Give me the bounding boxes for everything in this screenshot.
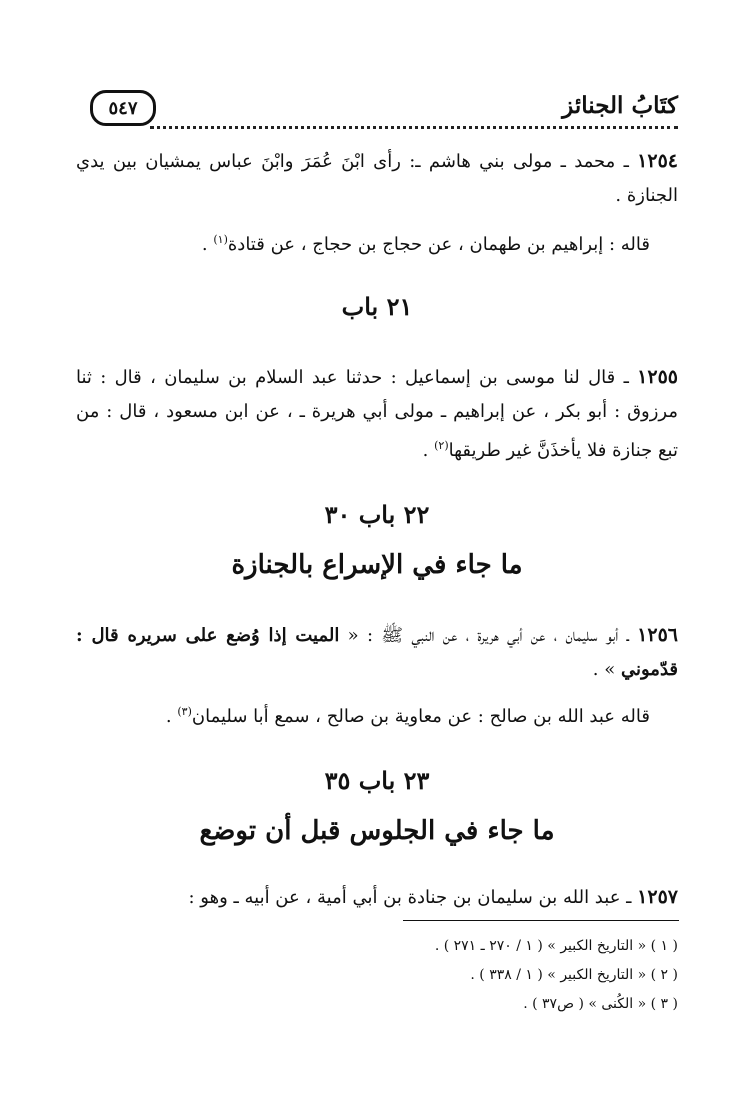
entry-1255 bbox=[76, 360, 678, 468]
entry-number: ١٢٥٧ bbox=[637, 886, 678, 908]
sentence-end: . bbox=[201, 234, 214, 255]
entry-1256 bbox=[76, 618, 678, 734]
entry-1254-text bbox=[76, 144, 678, 213]
entry-1256-text bbox=[76, 618, 678, 687]
page-header bbox=[80, 86, 678, 132]
entry-number: ١٢٥٤ bbox=[637, 150, 678, 172]
entry-1254-attribution bbox=[76, 223, 678, 262]
bab-22-heading: ٢٢ باب ٣٠ bbox=[324, 500, 430, 529]
sentence-end: . bbox=[422, 440, 435, 461]
sentence-end: . bbox=[165, 706, 178, 727]
footnote-separator bbox=[403, 920, 679, 921]
footnote-marker: (١) bbox=[213, 233, 228, 246]
hadith-text: الميت إذا وُضع على سريره قال : قدّموني bbox=[76, 625, 678, 680]
bab-21-heading: ٢١ باب bbox=[341, 292, 413, 321]
footnote-3: ( ٣ ) « الكُنى » ( ص٣٧ ) . bbox=[523, 996, 678, 1012]
footnote-marker: (٣) bbox=[177, 705, 192, 718]
quote-end: » . bbox=[592, 659, 621, 680]
attribution-text: قاله عبد الله بن صالح : عن معاوية بن صالح ، سمع أبا سليمان bbox=[191, 706, 650, 727]
entry-number: ١٢٥٦ bbox=[637, 624, 678, 646]
entry-body: ـ عبد الله بن سليمان بن جنادة بن أبي أمية ، عن أبيه ـ وهو : bbox=[188, 887, 632, 908]
entry-number: ١٢٥٥ bbox=[637, 366, 678, 388]
footnote-1: ( ١ ) « التاريخ الكبير » ( ١ / ٢٧٠ ـ ٢٧١ ) . bbox=[434, 938, 678, 954]
bab-23-title: ما جاء في الجلوس قبل أن توضع bbox=[199, 816, 555, 846]
footnotes bbox=[76, 932, 678, 1019]
entry-body: ـ قال لنا موسى بن إسماعيل : حدثنا عبد السلام بن سليمان ، قال : ثنا مرزوق : أبو بكر ، عن إبراهيم ـ مولى أبي هريرة ـ ، عن ابن مسعود ، قال : من تبع جنازة فلا يأخذَنَّ غير طريقها bbox=[76, 367, 678, 461]
entry-body: ـ محمد ـ مولى بني هاشم ـ: رأى ابْنَ عُمَرَ وابْنَ عباس يمشيان بين يدي الجنازة . bbox=[76, 151, 678, 206]
bab-22-title: ما جاء في الإسراع بالجنازة bbox=[231, 550, 523, 580]
attribution-text: قاله : إبراهيم بن طهمان ، عن حجاج بن حجاج ، عن قتادة bbox=[227, 234, 650, 255]
entry-1257 bbox=[76, 880, 678, 915]
footnote-2: ( ٢ ) « التاريخ الكبير » ( ١ / ٣٣٨ ) . bbox=[470, 967, 678, 983]
page-number: ٥٤٧ bbox=[90, 90, 156, 126]
entry-1254 bbox=[76, 144, 678, 262]
bab-23-heading: ٢٣ باب ٣٥ bbox=[324, 766, 430, 795]
running-title: كتَابُ الجنائز bbox=[562, 92, 678, 119]
header-rule bbox=[150, 126, 678, 129]
entry-body: ـ أبو سليمان ، عن أبي هريرة ، عن النبي ﷺ : « bbox=[347, 625, 629, 646]
footnote-marker: (٢) bbox=[434, 439, 449, 452]
entry-1256-attribution bbox=[76, 695, 678, 734]
